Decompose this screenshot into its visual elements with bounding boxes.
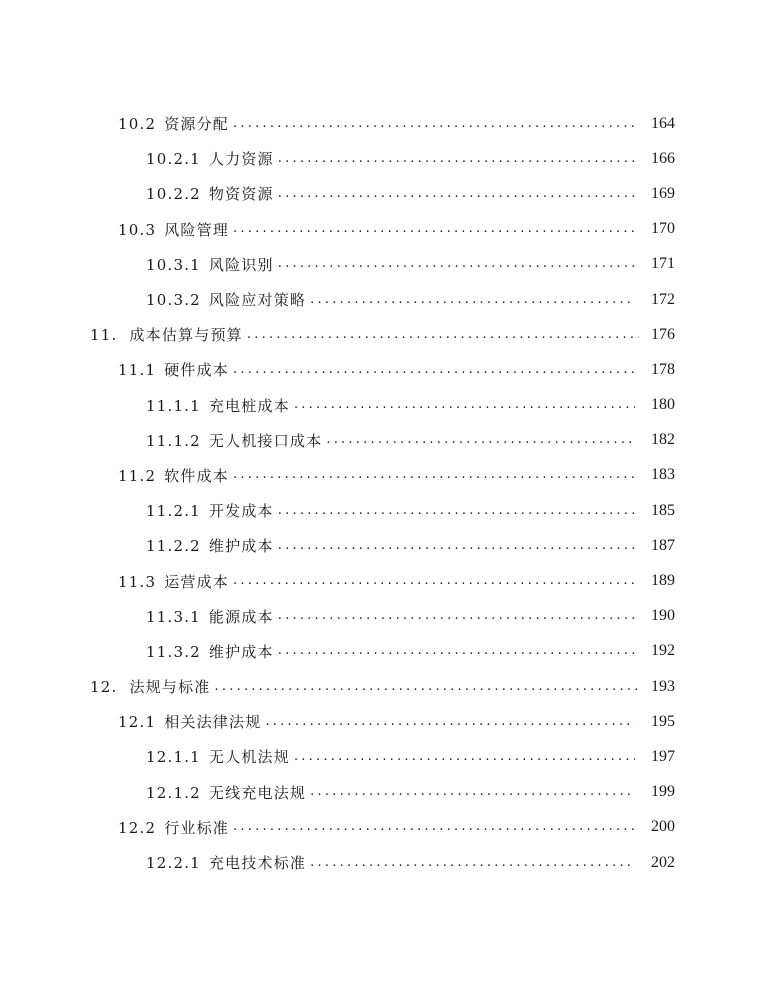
toc-page-number: 166 bbox=[651, 149, 675, 167]
toc-entry-title bbox=[118, 465, 229, 486]
toc-entry-number: 11.2 bbox=[118, 466, 157, 485]
toc-page-number: 171 bbox=[651, 255, 675, 273]
toc-entry-number: 11.1.1 bbox=[146, 396, 201, 415]
toc-page-number: 199 bbox=[651, 783, 675, 801]
toc-entry-label: 无人机法规 bbox=[208, 748, 290, 767]
toc-dot-leader bbox=[278, 606, 635, 626]
toc-entry[interactable] bbox=[0, 493, 765, 528]
toc-entry-title bbox=[146, 430, 322, 451]
toc-entry-number: 11. bbox=[90, 326, 118, 345]
toc-page-number: 182 bbox=[651, 431, 675, 449]
toc-entry-title bbox=[118, 219, 229, 240]
toc-dot-leader bbox=[278, 501, 635, 521]
toc-entry-title bbox=[90, 324, 243, 345]
toc-dot-leader bbox=[265, 712, 635, 732]
toc-entry[interactable] bbox=[0, 810, 765, 845]
toc-page-number: 200 bbox=[651, 818, 675, 836]
toc-page-number: 164 bbox=[651, 114, 675, 132]
toc-entry-number: 12. bbox=[90, 678, 118, 697]
toc-page-number: 178 bbox=[651, 360, 675, 378]
toc-entry[interactable] bbox=[0, 599, 765, 634]
toc-entry-title bbox=[90, 676, 210, 697]
toc-entry-label: 物资资源 bbox=[208, 185, 274, 204]
toc-dot-leader bbox=[278, 641, 635, 661]
toc-entry-number: 10.2 bbox=[118, 115, 157, 134]
table-of-contents bbox=[0, 106, 765, 880]
toc-entry[interactable] bbox=[0, 423, 765, 458]
toc-entry-label: 充电桩成本 bbox=[208, 396, 290, 415]
toc-entry-number: 12.1 bbox=[118, 713, 157, 732]
toc-entry-title bbox=[146, 254, 274, 275]
toc-entry[interactable] bbox=[0, 106, 765, 141]
toc-entry[interactable] bbox=[0, 563, 765, 598]
toc-page-number: 172 bbox=[651, 290, 675, 308]
toc-entry-number: 12.1.1 bbox=[146, 748, 201, 767]
toc-entry-label: 资源分配 bbox=[164, 115, 230, 134]
toc-entry[interactable] bbox=[0, 739, 765, 774]
toc-entry[interactable] bbox=[0, 352, 765, 387]
toc-entry-title bbox=[146, 782, 306, 803]
toc-entry-label: 行业标准 bbox=[164, 818, 230, 837]
toc-entry-title bbox=[146, 641, 274, 662]
toc-page-number: 187 bbox=[651, 536, 675, 554]
toc-entry-number: 10.3.2 bbox=[146, 291, 201, 310]
toc-dot-leader bbox=[233, 817, 635, 837]
toc-entry-label: 无线充电法规 bbox=[208, 783, 307, 802]
toc-dot-leader bbox=[326, 430, 635, 450]
toc-page-number: 169 bbox=[651, 184, 675, 202]
toc-entry-number: 10.2.2 bbox=[146, 185, 201, 204]
toc-dot-leader bbox=[233, 219, 635, 239]
toc-entry-title bbox=[146, 289, 306, 310]
toc-entry-label: 能源成本 bbox=[208, 607, 274, 626]
toc-entry[interactable] bbox=[0, 634, 765, 669]
toc-entry[interactable] bbox=[0, 669, 765, 704]
toc-entry-number: 11.2.2 bbox=[146, 537, 201, 556]
toc-entry-number: 11.3 bbox=[118, 572, 157, 591]
toc-entry-title bbox=[118, 113, 229, 134]
toc-entry-title bbox=[146, 148, 274, 169]
toc-entry-label: 人力资源 bbox=[208, 150, 274, 169]
toc-page-number: 192 bbox=[651, 642, 675, 660]
toc-entry[interactable] bbox=[0, 317, 765, 352]
toc-entry-title bbox=[118, 359, 229, 380]
toc-entry[interactable] bbox=[0, 845, 765, 880]
toc-entry[interactable] bbox=[0, 282, 765, 317]
toc-entry-title bbox=[146, 500, 274, 521]
toc-entry-title bbox=[118, 571, 229, 592]
toc-dot-leader bbox=[233, 571, 635, 591]
toc-dot-leader bbox=[310, 782, 635, 802]
toc-entry-number: 12.2.1 bbox=[146, 854, 201, 873]
toc-entry-title bbox=[146, 183, 274, 204]
toc-dot-leader bbox=[278, 149, 635, 169]
toc-entry-number: 11.3.2 bbox=[146, 642, 201, 661]
toc-entry-label: 硬件成本 bbox=[164, 361, 230, 380]
toc-dot-leader bbox=[233, 360, 635, 380]
toc-entry-title bbox=[118, 817, 229, 838]
toc-page-number: 190 bbox=[651, 607, 675, 625]
toc-page-number: 185 bbox=[651, 501, 675, 519]
toc-entry-title bbox=[146, 606, 274, 627]
toc-entry-number: 12.2 bbox=[118, 818, 157, 837]
toc-dot-leader bbox=[278, 184, 635, 204]
toc-entry-number: 10.3 bbox=[118, 220, 157, 239]
toc-dot-leader bbox=[233, 114, 635, 134]
toc-entry-number: 10.2.1 bbox=[146, 150, 201, 169]
toc-dot-leader bbox=[278, 254, 635, 274]
toc-entry-number: 11.3.1 bbox=[146, 607, 201, 626]
toc-dot-leader bbox=[294, 747, 635, 767]
toc-page-number: 189 bbox=[651, 572, 675, 590]
toc-dot-leader bbox=[310, 853, 635, 873]
toc-page-number: 197 bbox=[651, 747, 675, 765]
toc-entry-label: 维护成本 bbox=[208, 642, 274, 661]
toc-entry[interactable] bbox=[0, 212, 765, 247]
toc-dot-leader bbox=[294, 395, 635, 415]
toc-entry-number: 12.1.2 bbox=[146, 783, 201, 802]
toc-entry-label: 开发成本 bbox=[208, 502, 274, 521]
toc-entry-label: 法规与标准 bbox=[129, 678, 211, 697]
toc-entry-label: 充电技术标准 bbox=[208, 854, 307, 873]
toc-dot-leader bbox=[278, 536, 635, 556]
toc-entry-title bbox=[146, 395, 290, 416]
toc-dot-leader bbox=[310, 290, 635, 310]
toc-page-number: 170 bbox=[651, 220, 675, 238]
toc-page-number: 195 bbox=[651, 712, 675, 730]
toc-dot-leader bbox=[214, 677, 639, 697]
toc-dot-leader bbox=[233, 465, 635, 485]
toc-page-number: 193 bbox=[651, 677, 675, 695]
toc-entry[interactable] bbox=[0, 247, 765, 282]
toc-entry-number: 11.1 bbox=[118, 361, 157, 380]
toc-entry-label: 软件成本 bbox=[164, 466, 230, 485]
toc-entry[interactable] bbox=[0, 458, 765, 493]
toc-entry-label: 风险识别 bbox=[208, 255, 274, 274]
toc-entry[interactable] bbox=[0, 141, 765, 176]
toc-entry-label: 运营成本 bbox=[164, 572, 230, 591]
toc-entry[interactable] bbox=[0, 775, 765, 810]
toc-entry-number: 10.3.1 bbox=[146, 255, 201, 274]
toc-entry-label: 维护成本 bbox=[208, 537, 274, 556]
toc-dot-leader bbox=[247, 325, 639, 345]
toc-entry-title bbox=[146, 852, 306, 873]
toc-entry-number: 11.1.2 bbox=[146, 431, 201, 450]
toc-page-number: 202 bbox=[651, 853, 675, 871]
toc-entry[interactable] bbox=[0, 528, 765, 563]
toc-entry-label: 风险管理 bbox=[164, 220, 230, 239]
toc-entry-label: 风险应对策略 bbox=[208, 291, 307, 310]
toc-entry-number: 11.2.1 bbox=[146, 502, 201, 521]
toc-entry[interactable] bbox=[0, 176, 765, 211]
toc-entry[interactable] bbox=[0, 704, 765, 739]
toc-entry[interactable] bbox=[0, 388, 765, 423]
toc-entry-title bbox=[146, 535, 274, 556]
toc-page-number: 176 bbox=[651, 325, 675, 343]
toc-entry-title bbox=[146, 746, 290, 767]
toc-entry-label: 无人机接口成本 bbox=[208, 431, 323, 450]
toc-entry-label: 相关法律法规 bbox=[164, 713, 262, 732]
toc-page-number: 183 bbox=[651, 466, 675, 484]
toc-page-number: 180 bbox=[651, 396, 675, 414]
toc-entry-label: 成本估算与预算 bbox=[129, 326, 243, 345]
toc-entry-title bbox=[118, 711, 261, 732]
